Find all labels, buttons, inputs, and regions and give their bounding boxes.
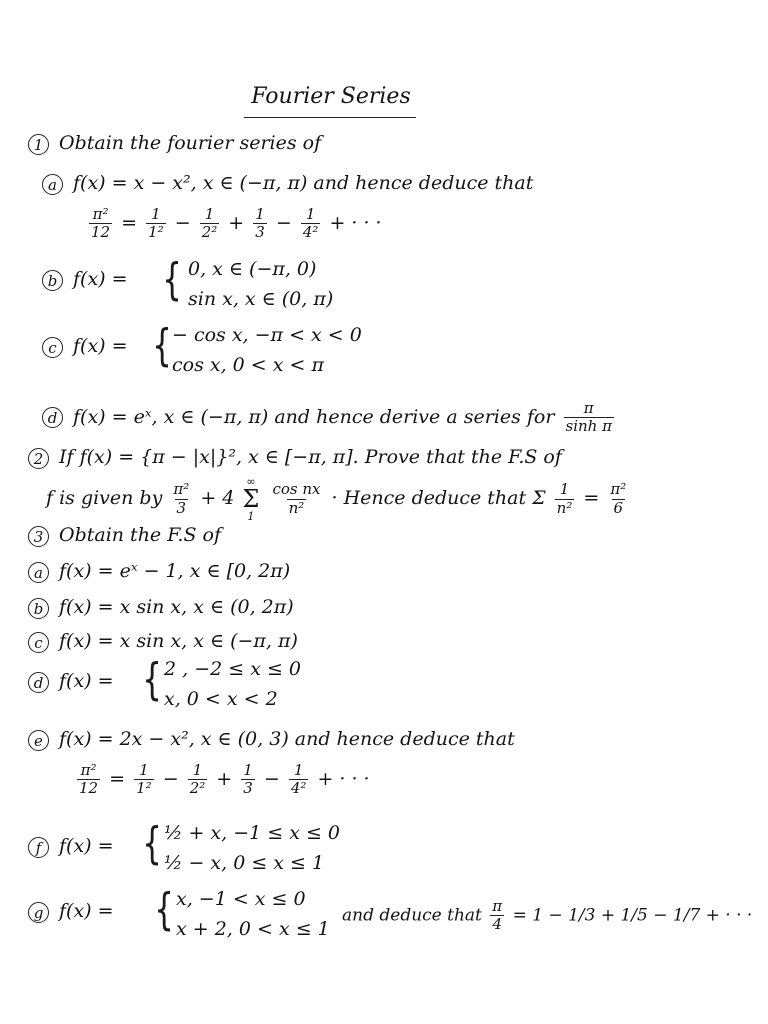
q1a-term-0: $\frac{1}{\text{1²}}$ [148, 205, 164, 242]
q3d-line [28, 670, 114, 693]
q1a-term-1: $\frac{1}{\text{2²}}$ [201, 205, 218, 242]
q3f-marker: f [28, 837, 49, 858]
q1a-sign-3: − [275, 211, 292, 234]
q1a-text: f(x) = x − x², x ∈ (−π, π) and hence deduce that [73, 172, 534, 194]
q3c-text: f(x) = x sin x, x ∈ (−π, π) [59, 630, 298, 652]
q2-sum-symbol: ∞ Σ 1 [242, 475, 260, 523]
q1c-case1: − cos x, −π < x < 0 [172, 324, 362, 346]
q1b-case1: 0, x ∈ (−π, 0) [188, 258, 317, 280]
q3g-series: = 1 − 1/3 + 1/5 − 1/7 + · · · [512, 905, 753, 926]
q3g-deduce-text: and deduce that [342, 905, 482, 926]
q1b-lhs: f(x) = [73, 268, 128, 290]
q3g-fraction: $\frac{\pi}{4}$ [492, 897, 503, 934]
q3f-line [28, 835, 114, 858]
q2-frac4: $\frac{\text{π²}}{6}$ [610, 480, 627, 517]
q3d-lhs: f(x) = [59, 670, 114, 692]
q3e-sign-0: = [109, 767, 126, 790]
q3e-text: f(x) = 2x − x², x ∈ (0, 3) and hence deduce that [59, 728, 515, 750]
q2-line2-start: f is given by [46, 487, 163, 509]
page-title: Fourier Series [251, 84, 411, 109]
q3b-line [28, 596, 294, 619]
q1d-line [42, 400, 617, 436]
q3c-line [28, 630, 298, 653]
q1-intro-line [28, 132, 321, 155]
q1c-line [42, 335, 128, 358]
q1a-line [42, 172, 533, 195]
q3g-brace: { [154, 884, 174, 935]
q1a-identity [86, 206, 382, 242]
q3a-text: f(x) = eˣ − 1, x ∈ [0, 2π) [59, 560, 291, 582]
q1a-term-2: $\frac{1}{3}$ [255, 205, 265, 242]
q3e-term-3: $\frac{1}{\text{4²}}$ [290, 761, 307, 798]
q3e-marker: e [28, 730, 49, 751]
q2-plus4: + 4 [200, 487, 235, 509]
q3b-text: f(x) = x sin x, x ∈ (0, 2π) [59, 596, 294, 618]
q3g-lhs: f(x) = [59, 900, 114, 922]
q3d-marker: d [28, 672, 49, 693]
title-underline [244, 117, 416, 118]
q2-line2 [46, 476, 631, 522]
q1b-line [42, 268, 128, 291]
q3e-term-0: $\frac{1}{\text{1²}}$ [136, 761, 152, 798]
q1c-brace: { [152, 320, 172, 371]
q3g-deduce [342, 898, 752, 934]
q1a-sign-2: + [228, 211, 245, 234]
q2-marker: 2 [28, 448, 49, 469]
q1d-marker: d [42, 407, 63, 428]
q3g-line [28, 900, 114, 923]
q3e-term-1: $\frac{1}{\text{2²}}$ [189, 761, 206, 798]
q2-frac1: $\frac{\text{π²}}{3}$ [173, 480, 190, 517]
q3g-case1: x, −1 < x ≤ 0 [176, 888, 306, 910]
q1c-case2: cos x, 0 < x < π [172, 354, 324, 376]
q3f-lhs: f(x) = [59, 835, 114, 857]
q1c-marker: c [42, 337, 63, 358]
q3b-marker: b [28, 598, 49, 619]
q1d-text: f(x) = eˣ, x ∈ (−π, π) and hence derive a series for [73, 405, 555, 428]
q2-frac2: $\frac{\text{cos nx}}{\text{n²}}$ [272, 480, 321, 517]
q3e-sign-1: − [162, 767, 179, 790]
q3f-case1: ½ + x, −1 ≤ x ≤ 0 [164, 822, 341, 844]
q3e-term-2: $\frac{1}{3}$ [243, 761, 253, 798]
q2-line1-text: If f(x) = {π − |x|}², x ∈ [−π, π]. Prove that the F.S of [59, 446, 562, 468]
q3c-marker: c [28, 632, 49, 653]
q1a-marker: a [42, 174, 63, 195]
q1-intro: Obtain the fourier series of [59, 132, 322, 154]
q2-eq: = [583, 487, 600, 509]
q3e-lhs-fraction: $\frac{\text{π²}}{12}$ [79, 761, 99, 798]
q3a-marker: a [28, 562, 49, 583]
q3d-case2: x, 0 < x < 2 [164, 688, 278, 710]
q3e-identity [74, 762, 370, 798]
q3g-case2: x + 2, 0 < x ≤ 1 [176, 918, 330, 940]
q1b-brace: { [162, 254, 182, 305]
q3-marker: 3 [28, 526, 49, 547]
q3-intro-line [28, 524, 221, 547]
q3e-sign-3: − [263, 767, 280, 790]
q1a-sign-1: − [174, 211, 191, 234]
q3e-line [28, 728, 515, 751]
q3-intro: Obtain the F.S of [59, 524, 222, 546]
q3f-case2: ½ − x, 0 ≤ x ≤ 1 [164, 852, 325, 874]
q2-frac3: $\frac{1}{\text{n²}}$ [556, 480, 573, 517]
q1a-term-3: $\frac{1}{\text{4²}}$ [302, 205, 319, 242]
q1-marker: 1 [28, 134, 49, 155]
q1d-fraction: $\frac{\pi}{\text{sinh π}}$ [565, 399, 612, 436]
q3d-case1: 2 , −2 ≤ x ≤ 0 [164, 658, 302, 680]
q3g-marker: g [28, 902, 49, 923]
q3f-brace: { [142, 818, 162, 869]
q1a-tail: + · · · [329, 211, 382, 234]
q1a-lhs-fraction: $\frac{\text{π²}}{12}$ [91, 205, 111, 242]
q1c-lhs: f(x) = [73, 335, 128, 357]
q3d-brace: { [142, 654, 162, 705]
q3e-tail: + · · · [317, 767, 370, 790]
q2-line2-end: · Hence deduce that Σ [331, 487, 546, 509]
q1b-case2: sin x, x ∈ (0, π) [188, 288, 334, 310]
q2-line1 [28, 446, 562, 469]
q1b-marker: b [42, 270, 63, 291]
q3e-sign-2: + [216, 767, 233, 790]
q1a-sign-0: = [121, 211, 138, 234]
q3a-line [28, 560, 290, 583]
